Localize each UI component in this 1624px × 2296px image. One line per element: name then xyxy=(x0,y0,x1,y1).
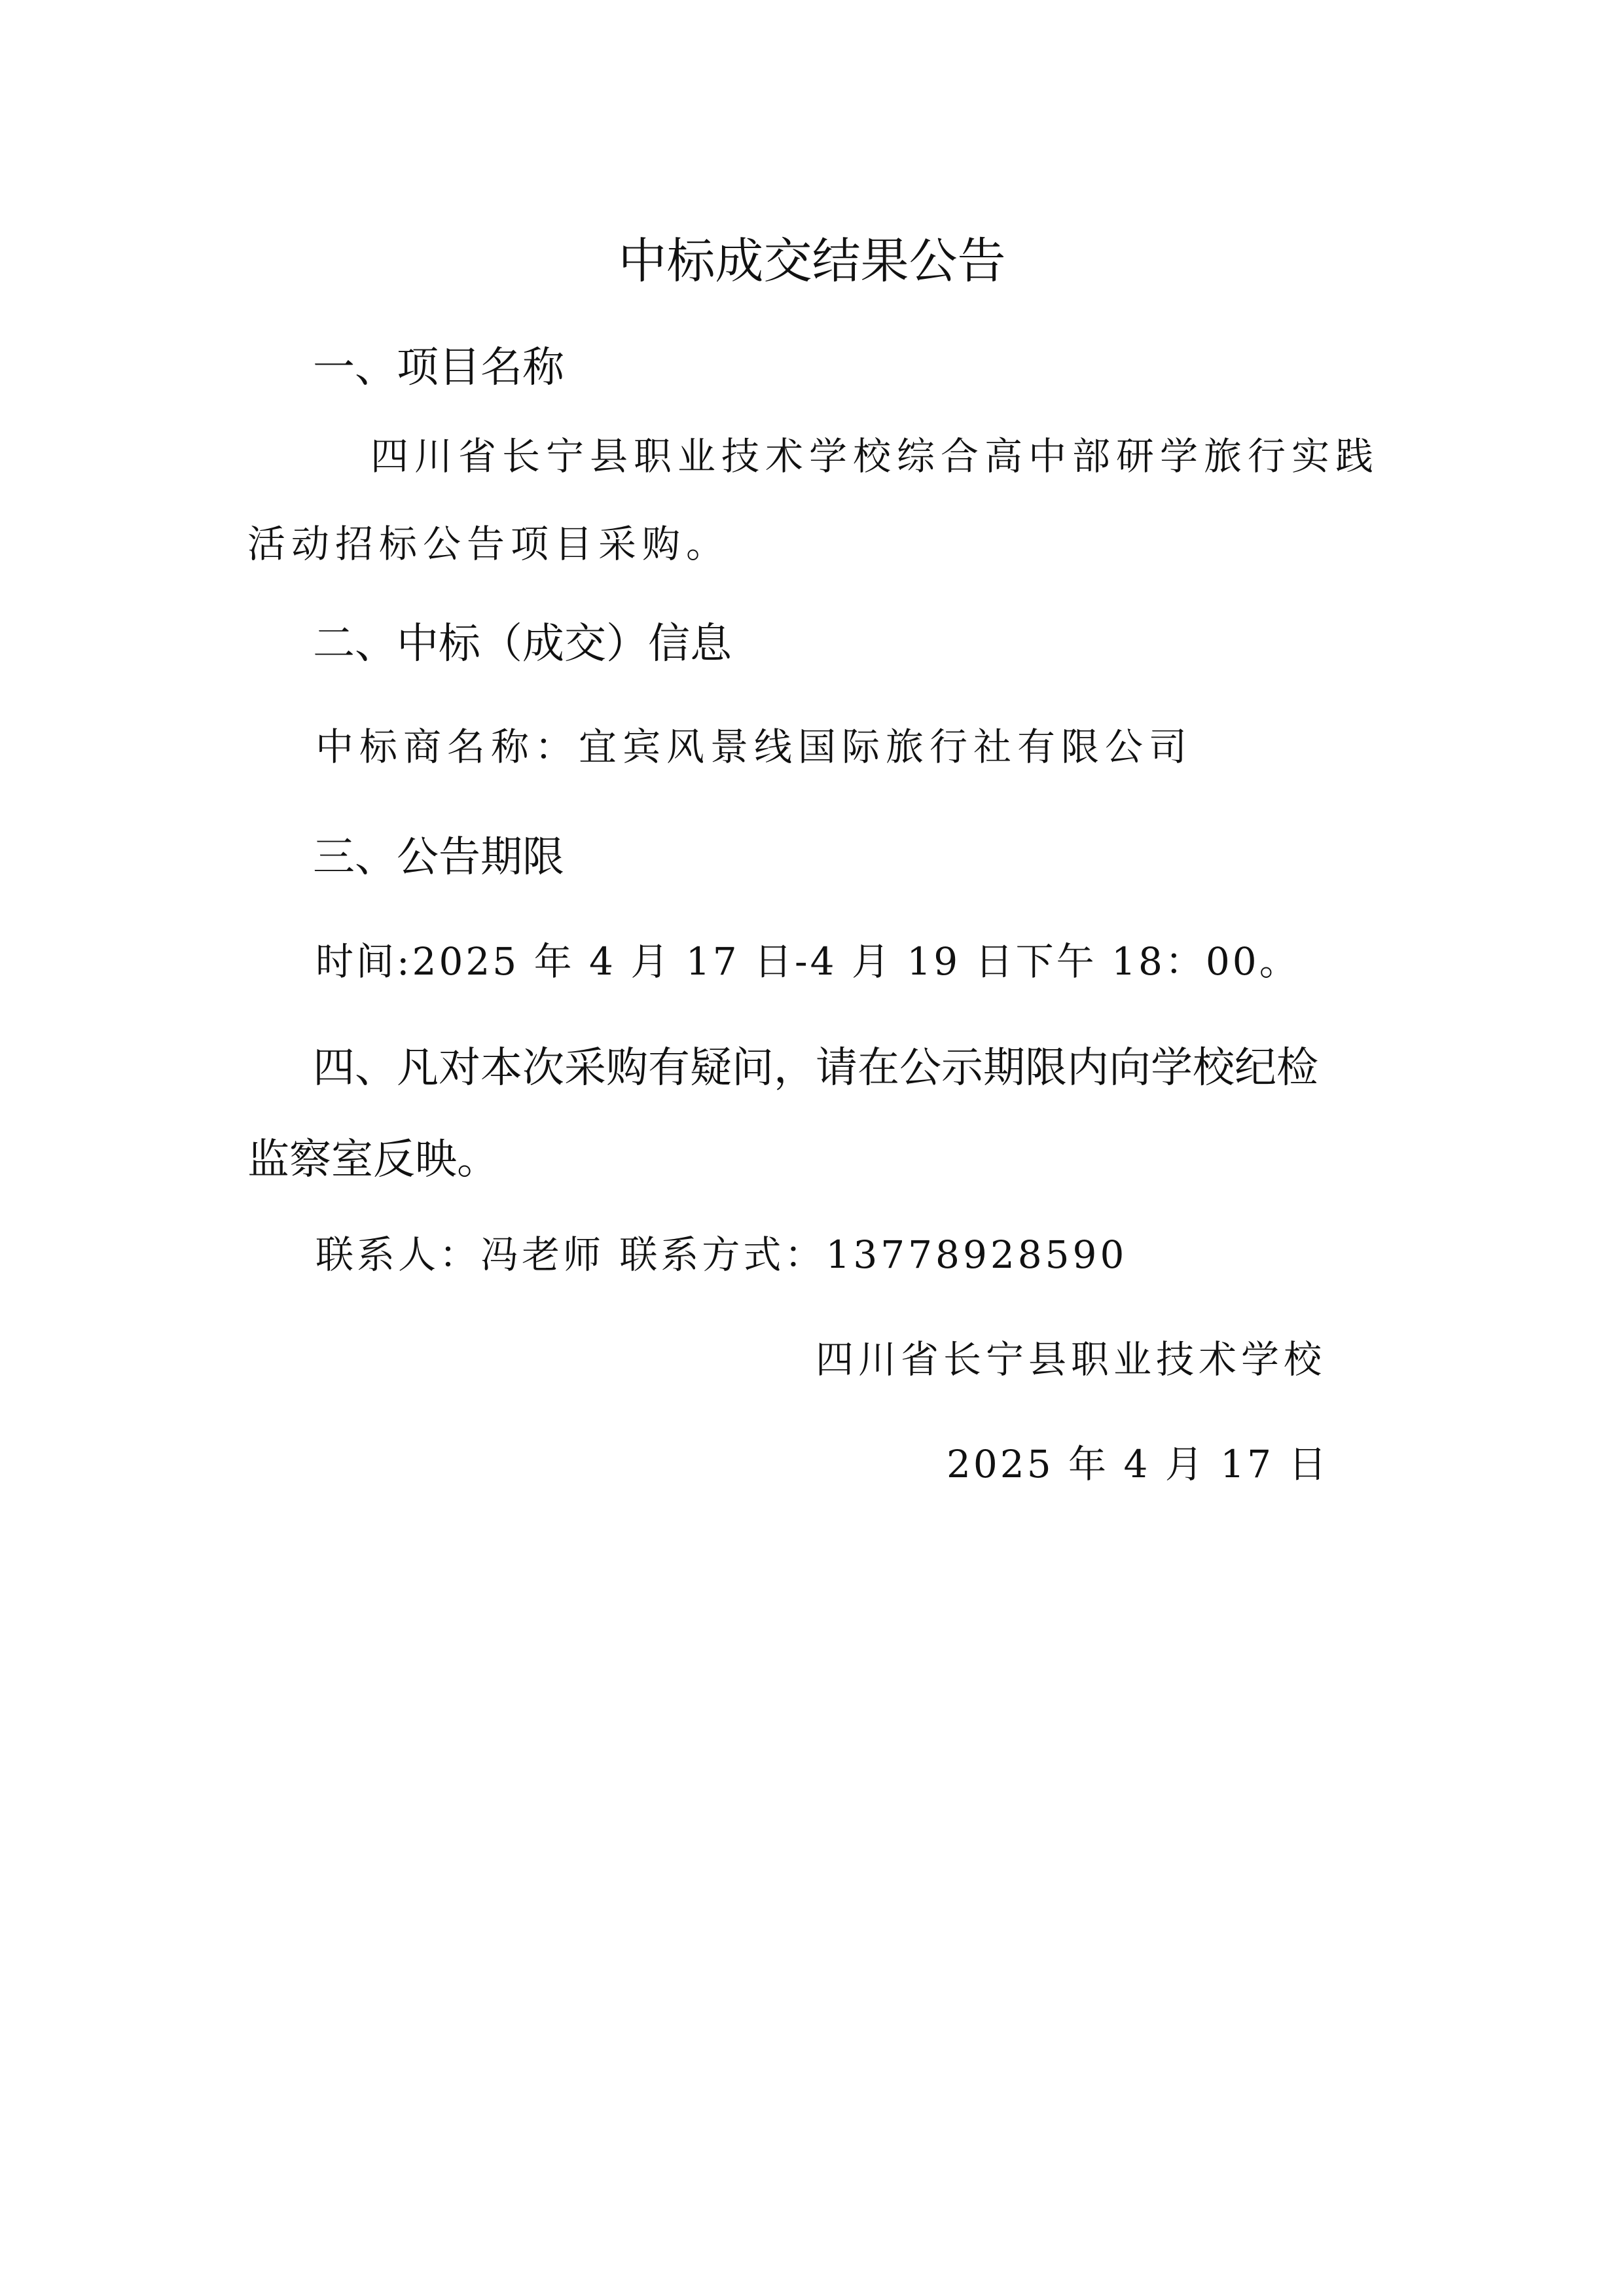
section-heading-notice-period: 三、公告期限 xyxy=(313,833,564,882)
section-heading-inquiry-line-1: 四、凡对本次采购有疑问，请在公示期限内向学校纪检 xyxy=(313,1044,1318,1092)
section-heading-inquiry-line-2: 监察室反映。 xyxy=(247,1136,499,1184)
section-heading-project-name: 一、项目名称 xyxy=(313,344,564,392)
winning-bidder-name: 中标商名称：宜宾风景线国际旅行社有限公司 xyxy=(316,725,1193,769)
project-name-line-2: 活动招标公告项目采购。 xyxy=(247,522,731,566)
document-title: 中标成交结果公告 xyxy=(618,233,1006,289)
section-heading-award-info: 二、中标（成交）信息 xyxy=(313,620,732,668)
signature-date: 2025 年 4 月 17 日 xyxy=(947,1442,1329,1486)
signature-organization: 四川省长宁县职业技术学校 xyxy=(816,1337,1327,1382)
notice-period-time: 时间:2025 年 4 月 17 日-4 月 19 日下午 18：00。 xyxy=(316,939,1300,984)
contact-info: 联系人：冯老师 联系方式：13778928590 xyxy=(316,1232,1128,1277)
project-name-line-1: 四川省长宁县职业技术学校综合高中部研学旅行实践 xyxy=(370,434,1380,478)
